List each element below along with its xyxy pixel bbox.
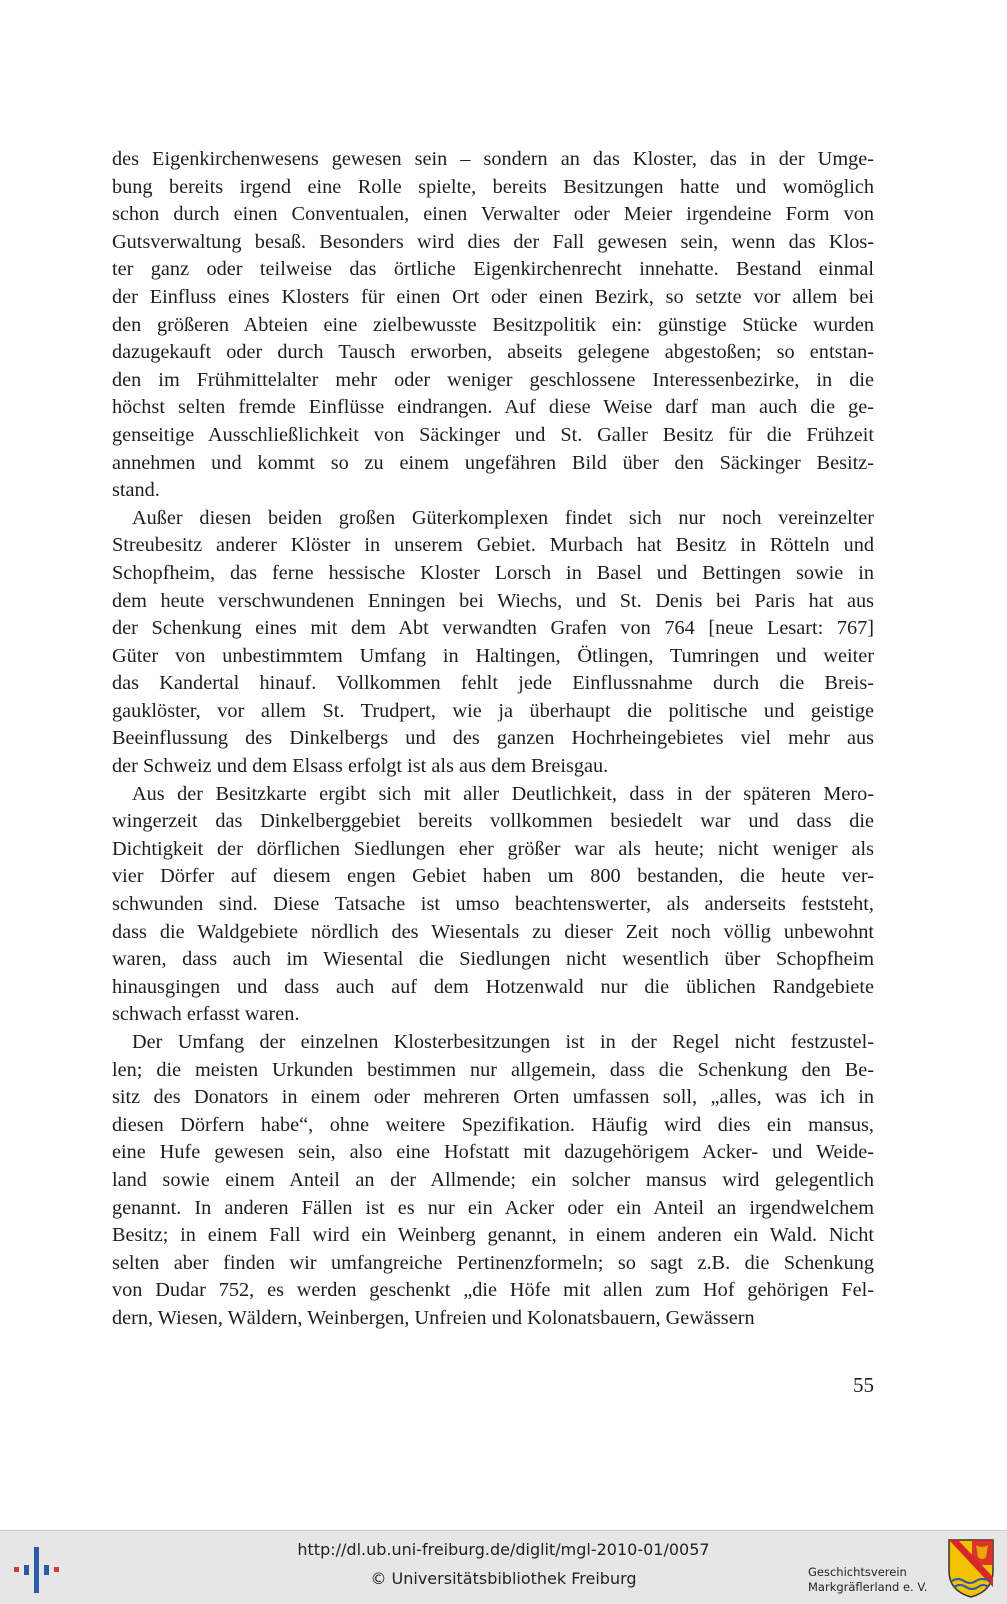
text-line: Gutsverwaltung besaß. Besonders wird dies der Fall gewesen sein, wenn das Klos- bbox=[112, 230, 874, 253]
text-line: von Dudar 752, es werden geschenkt „die Höfe mit allen zum Hof gehörigen Fel- bbox=[112, 1279, 874, 1302]
text-line: Streubesitz anderer Klöster in unserem Gebiet. Murbach hat Besitz in Rötteln und bbox=[112, 534, 874, 557]
text-line: Der Umfang der einzelnen Klosterbesitzungen ist in der Regel nicht festzustel- bbox=[132, 1031, 874, 1053]
text-line: Besitz; in einem Fall wird ein Weinberg genannt, in einem anderen ein Wald. Nicht bbox=[112, 1224, 874, 1247]
text-line: der Einfluss eines Klosters für einen Ort oder einen Bezirk, so setzte vor allem bei bbox=[112, 285, 874, 308]
text-line: Dichtigkeit der dörflichen Siedlungen eher größer war als heute; nicht weniger als bbox=[112, 837, 874, 860]
text-line: dem heute verschwundenen Enningen bei Wiechs, und St. Denis bei Paris hat aus bbox=[112, 589, 874, 612]
association-line-1: Geschichtsverein bbox=[808, 1565, 907, 1579]
text-line: gauklöster, vor allem St. Trudpert, wie ja überhaupt die politische und geistige bbox=[112, 699, 874, 722]
page-number: 55 bbox=[853, 1373, 874, 1397]
text-line: Schopfheim, das ferne hessische Kloster Lorsch in Basel und Bettingen sowie in bbox=[112, 561, 874, 584]
text-line: dern, Wiesen, Wäldern, Weinbergen, Unfreien und Kolonatsbauern, Gewässern bbox=[112, 1306, 755, 1329]
text-line: diesen Dörfern habe“, ohne weitere Spezifikation. Häufig wird dies ein mansus, bbox=[112, 1113, 874, 1136]
text-line: eine Hufe gewesen sein, also eine Hofstatt mit dazugehörigem Acker- und Weide- bbox=[112, 1141, 874, 1164]
text-line: annehmen und kommt so zu einem ungefähren Bild über den Säckinger Besitz- bbox=[112, 451, 874, 474]
text-line: dass die Waldgebiete nördlich des Wiesentals zu dieser Zeit noch völlig unbewohnt bbox=[112, 920, 874, 943]
text-line: sitz des Donators in einem oder mehreren Orten umfassen soll, „alles, was ich in bbox=[112, 1086, 874, 1109]
text-line: das Kandertal hinauf. Vollkommen fehlt jede Einflussnahme durch die Breis- bbox=[112, 672, 874, 695]
text-line: land sowie einem Anteil an der Allmende; ein solcher mansus wird gelegentlich bbox=[112, 1168, 874, 1191]
text-line: der Schweiz und dem Elsass erfolgt ist als aus dem Breisgau. bbox=[112, 755, 609, 778]
association-line-2: Markgräflerland e. V. bbox=[808, 1580, 928, 1594]
text-line: vier Dörfer auf diesem engen Gebiet haben um 800 bestanden, die heute ver- bbox=[112, 865, 874, 888]
text-line: waren, dass auch im Wiesental die Siedlungen nicht wesentlich über Schopfheim bbox=[112, 948, 874, 971]
text-line: der Schenkung eines mit dem Abt verwandten Grafen von 764 [neue Lesart: 767] bbox=[112, 617, 874, 640]
text-line: hinausgingen und dass auch auf dem Hotzenwald nur die üblichen Randgebiete bbox=[112, 975, 874, 998]
text-line: schon durch einen Conventualen, einen Verwalter oder Meier irgendeine Form von bbox=[112, 203, 874, 226]
text-line: stand. bbox=[112, 479, 160, 502]
text-line: selten aber finden wir umfangreiche Pertinenzformeln; so sagt z.B. die Schenkung bbox=[112, 1251, 874, 1274]
text-line: bung bereits irgend eine Rolle spielte, bereits Besitzungen hatte und womöglich bbox=[112, 175, 874, 198]
text-line: höchst selten fremde Einflüsse eindrangen. Auf diese Weise darf man auch die ge- bbox=[112, 396, 874, 419]
text-line: den im Frühmittelalter mehr oder weniger geschlossene Interessenbezirke, in die bbox=[112, 368, 874, 391]
text-line: genseitige Ausschließlichkeit von Säckinger und St. Galler Besitz für die Frühzeit bbox=[112, 423, 874, 446]
coat-of-arms-icon bbox=[946, 1537, 996, 1599]
text-line: Beeinflussung des Dinkelbergs und des ganzen Hochrheingebietes viel mehr aus bbox=[112, 727, 874, 750]
association-name bbox=[808, 1565, 938, 1595]
text-line: Güter von unbestimmtem Umfang in Haltingen, Ötlingen, Tumringen und weiter bbox=[112, 644, 874, 667]
text-line: len; die meisten Urkunden bestimmen nur allgemein, dass die Schenkung den Be- bbox=[112, 1058, 874, 1081]
text-line: wingerzeit das Dinkelberggebiet bereits vollkommen besiedelt war und dass die bbox=[112, 810, 874, 833]
footer-copyright: © Universitätsbibliothek Freiburg bbox=[370, 1569, 637, 1588]
text-line: ter ganz oder teilweise das örtliche Eigenkirchenrecht innehatte. Bestand einmal bbox=[112, 258, 874, 281]
text-line: Aus der Besitzkarte ergibt sich mit aller Deutlichkeit, dass in der späteren Mero- bbox=[132, 782, 874, 805]
body-text bbox=[112, 146, 874, 1333]
text-line: dazugekauft oder durch Tausch erworben, abseits gelegene abgestoßen; so entstan- bbox=[112, 341, 874, 364]
text-line: den größeren Abteien eine zielbewusste Besitzpolitik ein: günstige Stücke wurden bbox=[112, 313, 874, 336]
text-line: des Eigenkirchenwesens gewesen sein – sondern an das Kloster, das in der Umge- bbox=[112, 148, 874, 170]
footer-bar bbox=[0, 1530, 1007, 1604]
text-line: Außer diesen beiden großen Güterkomplexen findet sich nur noch vereinzelter bbox=[132, 506, 874, 529]
text-line: genannt. In anderen Fällen ist es nur ein Acker oder ein Anteil an irgendwelchem bbox=[112, 1196, 874, 1219]
text-line: schwach erfasst waren. bbox=[112, 1003, 300, 1026]
text-line: schwunden sind. Diese Tatsache ist umso beachtenswerter, als anderseits feststeht, bbox=[112, 893, 874, 916]
footer-url-link[interactable]: http://dl.ub.uni-freiburg.de/diglit/mgl-2010-01/0057 bbox=[297, 1540, 710, 1559]
